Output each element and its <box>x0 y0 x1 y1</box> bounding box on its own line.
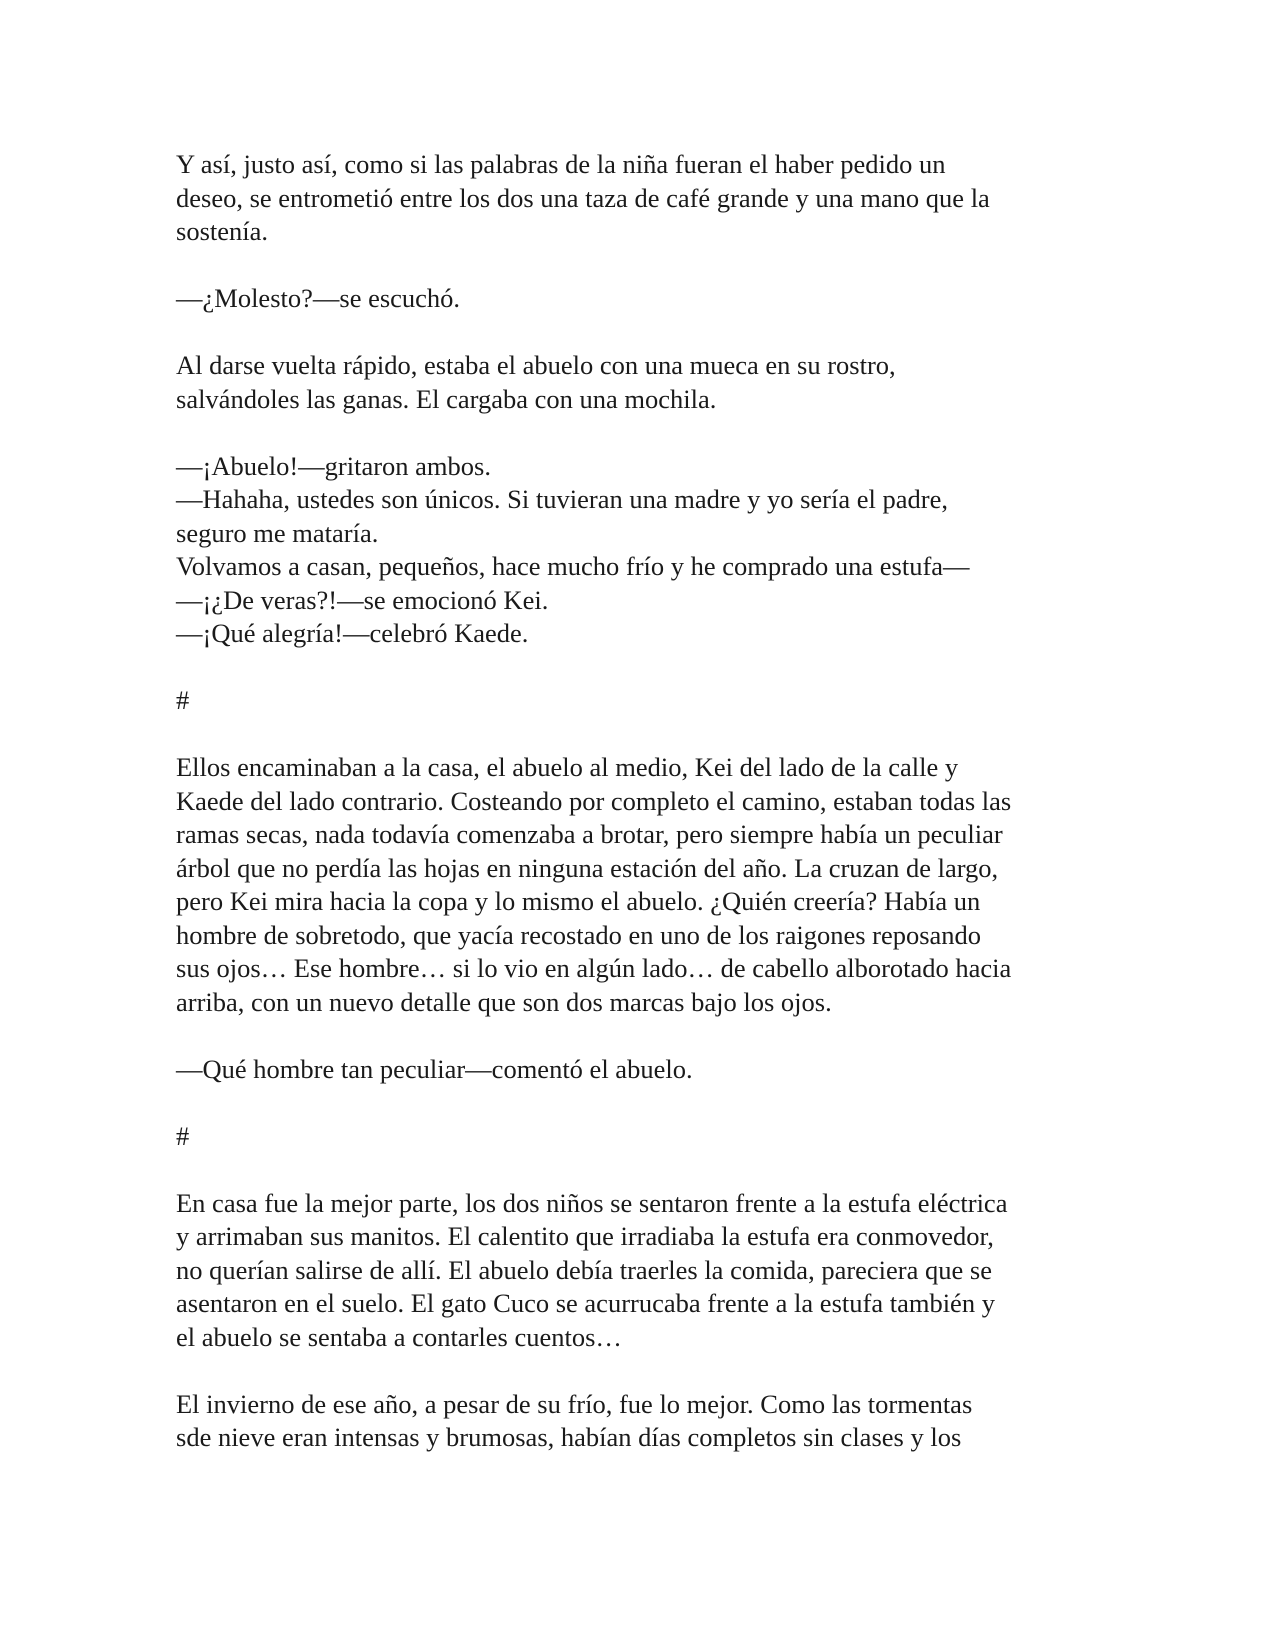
document-body <box>176 148 1116 1488</box>
text-line: árbol que no perdía las hojas en ninguna estación del año. La cruzan de largo, <box>176 852 999 883</box>
text-line: Al darse vuelta rápido, estaba el abuelo con una mueca en su rostro, <box>176 350 896 380</box>
text-line: Kaede del lado contrario. Costeando por completo el camino, estaban todas las <box>176 785 1012 816</box>
text-line: Ellos encaminaban a la casa, el abuelo al medio, Kei del lado de la calle y <box>176 752 959 782</box>
text-line: —¡¿De veras?!—se emocionó Kei. <box>176 584 549 615</box>
text-line: En casa fue la mejor parte, los dos niños se sentaron frente a la estufa eléctrica <box>176 1187 1008 1218</box>
text-line: El invierno de ese año, a pesar de su frío, fue lo mejor. Como las tormentas <box>176 1388 973 1419</box>
text-line: Volvamos a casan, pequeños, hace mucho frío y he comprado una estufa— <box>176 551 970 581</box>
text-line: el abuelo se sentaba a contarles cuentos… <box>176 1321 622 1352</box>
text-line: —Qué hombre tan peculiar—comentó el abuelo. <box>176 1053 693 1084</box>
text-line: arriba, con un nuevo detalle que son dos marcas bajo los ojos. <box>176 986 832 1017</box>
scene-break-mark: # <box>176 685 190 715</box>
dialogue-paragraph <box>176 1053 1116 1087</box>
text-line: hombre de sobretodo, que yacía recostado en uno de los raigones reposando <box>176 919 982 950</box>
text-line: salvándoles las ganas. El cargaba con una mochila. <box>176 383 717 414</box>
paragraph <box>176 1388 1116 1455</box>
paragraph <box>176 751 1116 1019</box>
text-line: —Hahaha, ustedes son únicos. Si tuvieran una madre y yo sería el padre, <box>176 484 948 514</box>
scene-break-mark: # <box>176 1120 190 1151</box>
text-line: y arrimaban sus manitos. El calentito que irradiaba la estufa era conmovedor, <box>176 1221 994 1251</box>
paragraph <box>176 349 1116 416</box>
dialogue-paragraph <box>176 282 1116 316</box>
text-line: deseo, se entrometió entre los dos una taza de café grande y una mano que la <box>176 182 990 213</box>
text-line: no querían salirse de allí. El abuelo debía traerles la comida, pareciera que se <box>176 1254 992 1285</box>
text-line: —¡Qué alegría!—celebró Kaede. <box>176 618 529 648</box>
scene-break <box>176 1120 1116 1154</box>
text-line: sus ojos… Ese hombre… si lo vio en algún lado… de cabello alborotado hacia <box>176 953 1012 983</box>
text-line: sde nieve eran intensas y brumosas, habían días completos sin clases y los <box>176 1422 962 1452</box>
scene-break <box>176 684 1116 718</box>
text-line: ramas secas, nada todavía comenzaba a brotar, pero siempre había un peculiar <box>176 819 1003 849</box>
text-line: seguro me mataría. <box>176 517 379 548</box>
text-line: pero Kei mira hacia la copa y lo mismo el abuelo. ¿Quién creería? Había un <box>176 886 981 916</box>
paragraph <box>176 1187 1116 1355</box>
text-line: asentaron en el suelo. El gato Cuco se acurrucaba frente a la estufa también y <box>176 1288 995 1318</box>
dialogue-paragraph <box>176 450 1116 651</box>
text-line: sostenía. <box>176 216 268 246</box>
text-line: —¡Abuelo!—gritaron ambos. <box>176 450 491 481</box>
text-line: Y así, justo así, como si las palabras de la niña fueran el haber pedido un <box>176 149 946 179</box>
paragraph <box>176 148 1116 249</box>
text-line: —¿Molesto?—se escuchó. <box>176 283 461 313</box>
